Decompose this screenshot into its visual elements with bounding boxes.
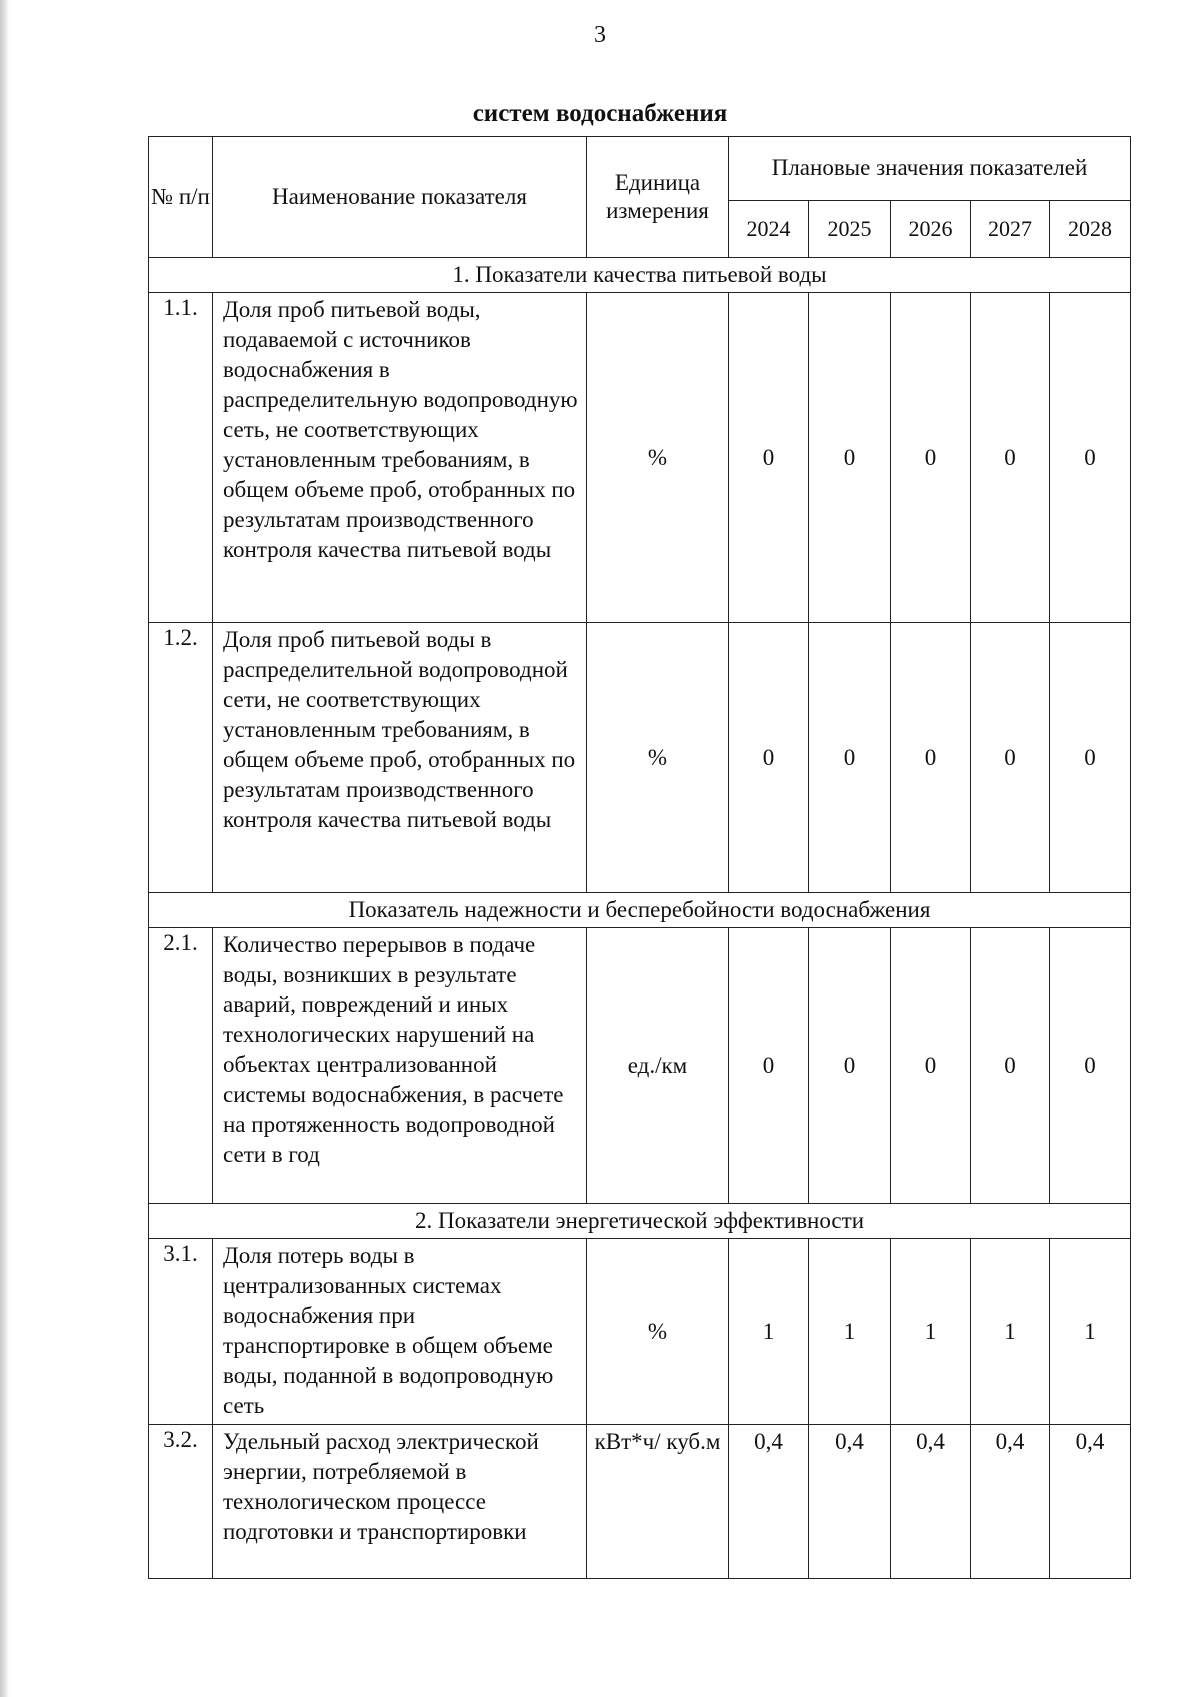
section-header — [149, 893, 1131, 928]
header-num: № п/п — [149, 137, 213, 258]
row-value: 0,4 — [729, 1425, 809, 1579]
row-value: 0 — [891, 293, 971, 623]
row-unit: % — [587, 623, 729, 893]
row-unit: % — [587, 293, 729, 623]
section-header — [149, 258, 1131, 293]
row-value: 1 — [971, 1239, 1050, 1425]
row-num: 3.1. — [149, 1239, 213, 1425]
table-row — [149, 1425, 1131, 1579]
table-row — [149, 293, 1131, 623]
row-value: 0,4 — [891, 1425, 971, 1579]
row-value: 0 — [729, 928, 809, 1204]
row-value: 0 — [891, 623, 971, 893]
row-name: Удельный расход электрической энергии, потребляемой в технологическом процессе подготовки и транспортировки — [213, 1425, 587, 1579]
table-row — [149, 1239, 1131, 1425]
header-year: 2026 — [891, 200, 971, 257]
row-value: 0 — [809, 293, 891, 623]
section-header — [149, 1204, 1131, 1239]
row-value: 0 — [729, 293, 809, 623]
row-name: Количество перерывов в подаче воды, возникших в результате аварий, повреждений и иных технологических нарушений на объектах централизованной системы водоснабжения, в расчете на протяженность водопроводной сети в год — [213, 928, 587, 1204]
table-row — [149, 928, 1131, 1204]
row-num: 1.2. — [149, 623, 213, 893]
header-name: Наименование показателя — [213, 137, 587, 258]
row-value: 0 — [1050, 928, 1131, 1204]
row-value: 0 — [971, 293, 1050, 623]
row-value: 0 — [809, 623, 891, 893]
row-num: 3.2. — [149, 1425, 213, 1579]
header-year: 2024 — [729, 200, 809, 257]
section-title: 2. Показатели энергетической эффективности — [149, 1204, 1131, 1239]
row-num: 2.1. — [149, 928, 213, 1204]
row-value: 0 — [729, 623, 809, 893]
scan-edge — [0, 0, 9, 1697]
row-value: 1 — [891, 1239, 971, 1425]
table-row — [149, 623, 1131, 893]
header-year: 2028 — [1050, 200, 1131, 257]
section-title: Показатель надежности и бесперебойности водоснабжения — [149, 893, 1131, 928]
row-value: 0 — [891, 928, 971, 1204]
row-value: 0 — [971, 928, 1050, 1204]
page-number: 3 — [594, 22, 606, 48]
row-value: 1 — [809, 1239, 891, 1425]
row-value: 0,4 — [1050, 1425, 1131, 1579]
row-num: 1.1. — [149, 293, 213, 623]
indicators-table — [148, 136, 1131, 1579]
row-value: 0 — [809, 928, 891, 1204]
row-name: Доля потерь воды в централизованных системах водоснабжения при транспортировке в общем объеме воды, поданной в водопроводную сеть — [213, 1239, 587, 1425]
row-value: 1 — [1050, 1239, 1131, 1425]
row-value: 0 — [971, 623, 1050, 893]
header-year: 2027 — [971, 200, 1050, 257]
row-value: 1 — [729, 1239, 809, 1425]
header-plan: Плановые значения показателей — [729, 137, 1131, 201]
table-title: систем водоснабжения — [472, 100, 728, 127]
header-unit: Единица измерения — [587, 137, 729, 258]
header-year: 2025 — [809, 200, 891, 257]
row-value: 0,4 — [809, 1425, 891, 1579]
header-row — [149, 137, 1131, 201]
row-unit: ед./км — [587, 928, 729, 1204]
row-value: 0,4 — [971, 1425, 1050, 1579]
row-unit: % — [587, 1239, 729, 1425]
section-title: 1. Показатели качества питьевой воды — [149, 258, 1131, 293]
row-value: 0 — [1050, 293, 1131, 623]
row-unit: кВт*ч/ куб.м — [587, 1425, 729, 1579]
row-name: Доля проб питьевой воды в распределительной водопроводной сети, не соответствующих установленным требованиям, в общем объеме проб, отобранных по результатам производственного контроля качества питьевой воды — [213, 623, 587, 893]
row-value: 0 — [1050, 623, 1131, 893]
row-name: Доля проб питьевой воды, подаваемой с источников водоснабжения в распределительную водопроводную сеть, не соответствующих установленным требованиям, в общем объеме проб, отобранных по результатам производственного контроля качества питьевой воды — [213, 293, 587, 623]
